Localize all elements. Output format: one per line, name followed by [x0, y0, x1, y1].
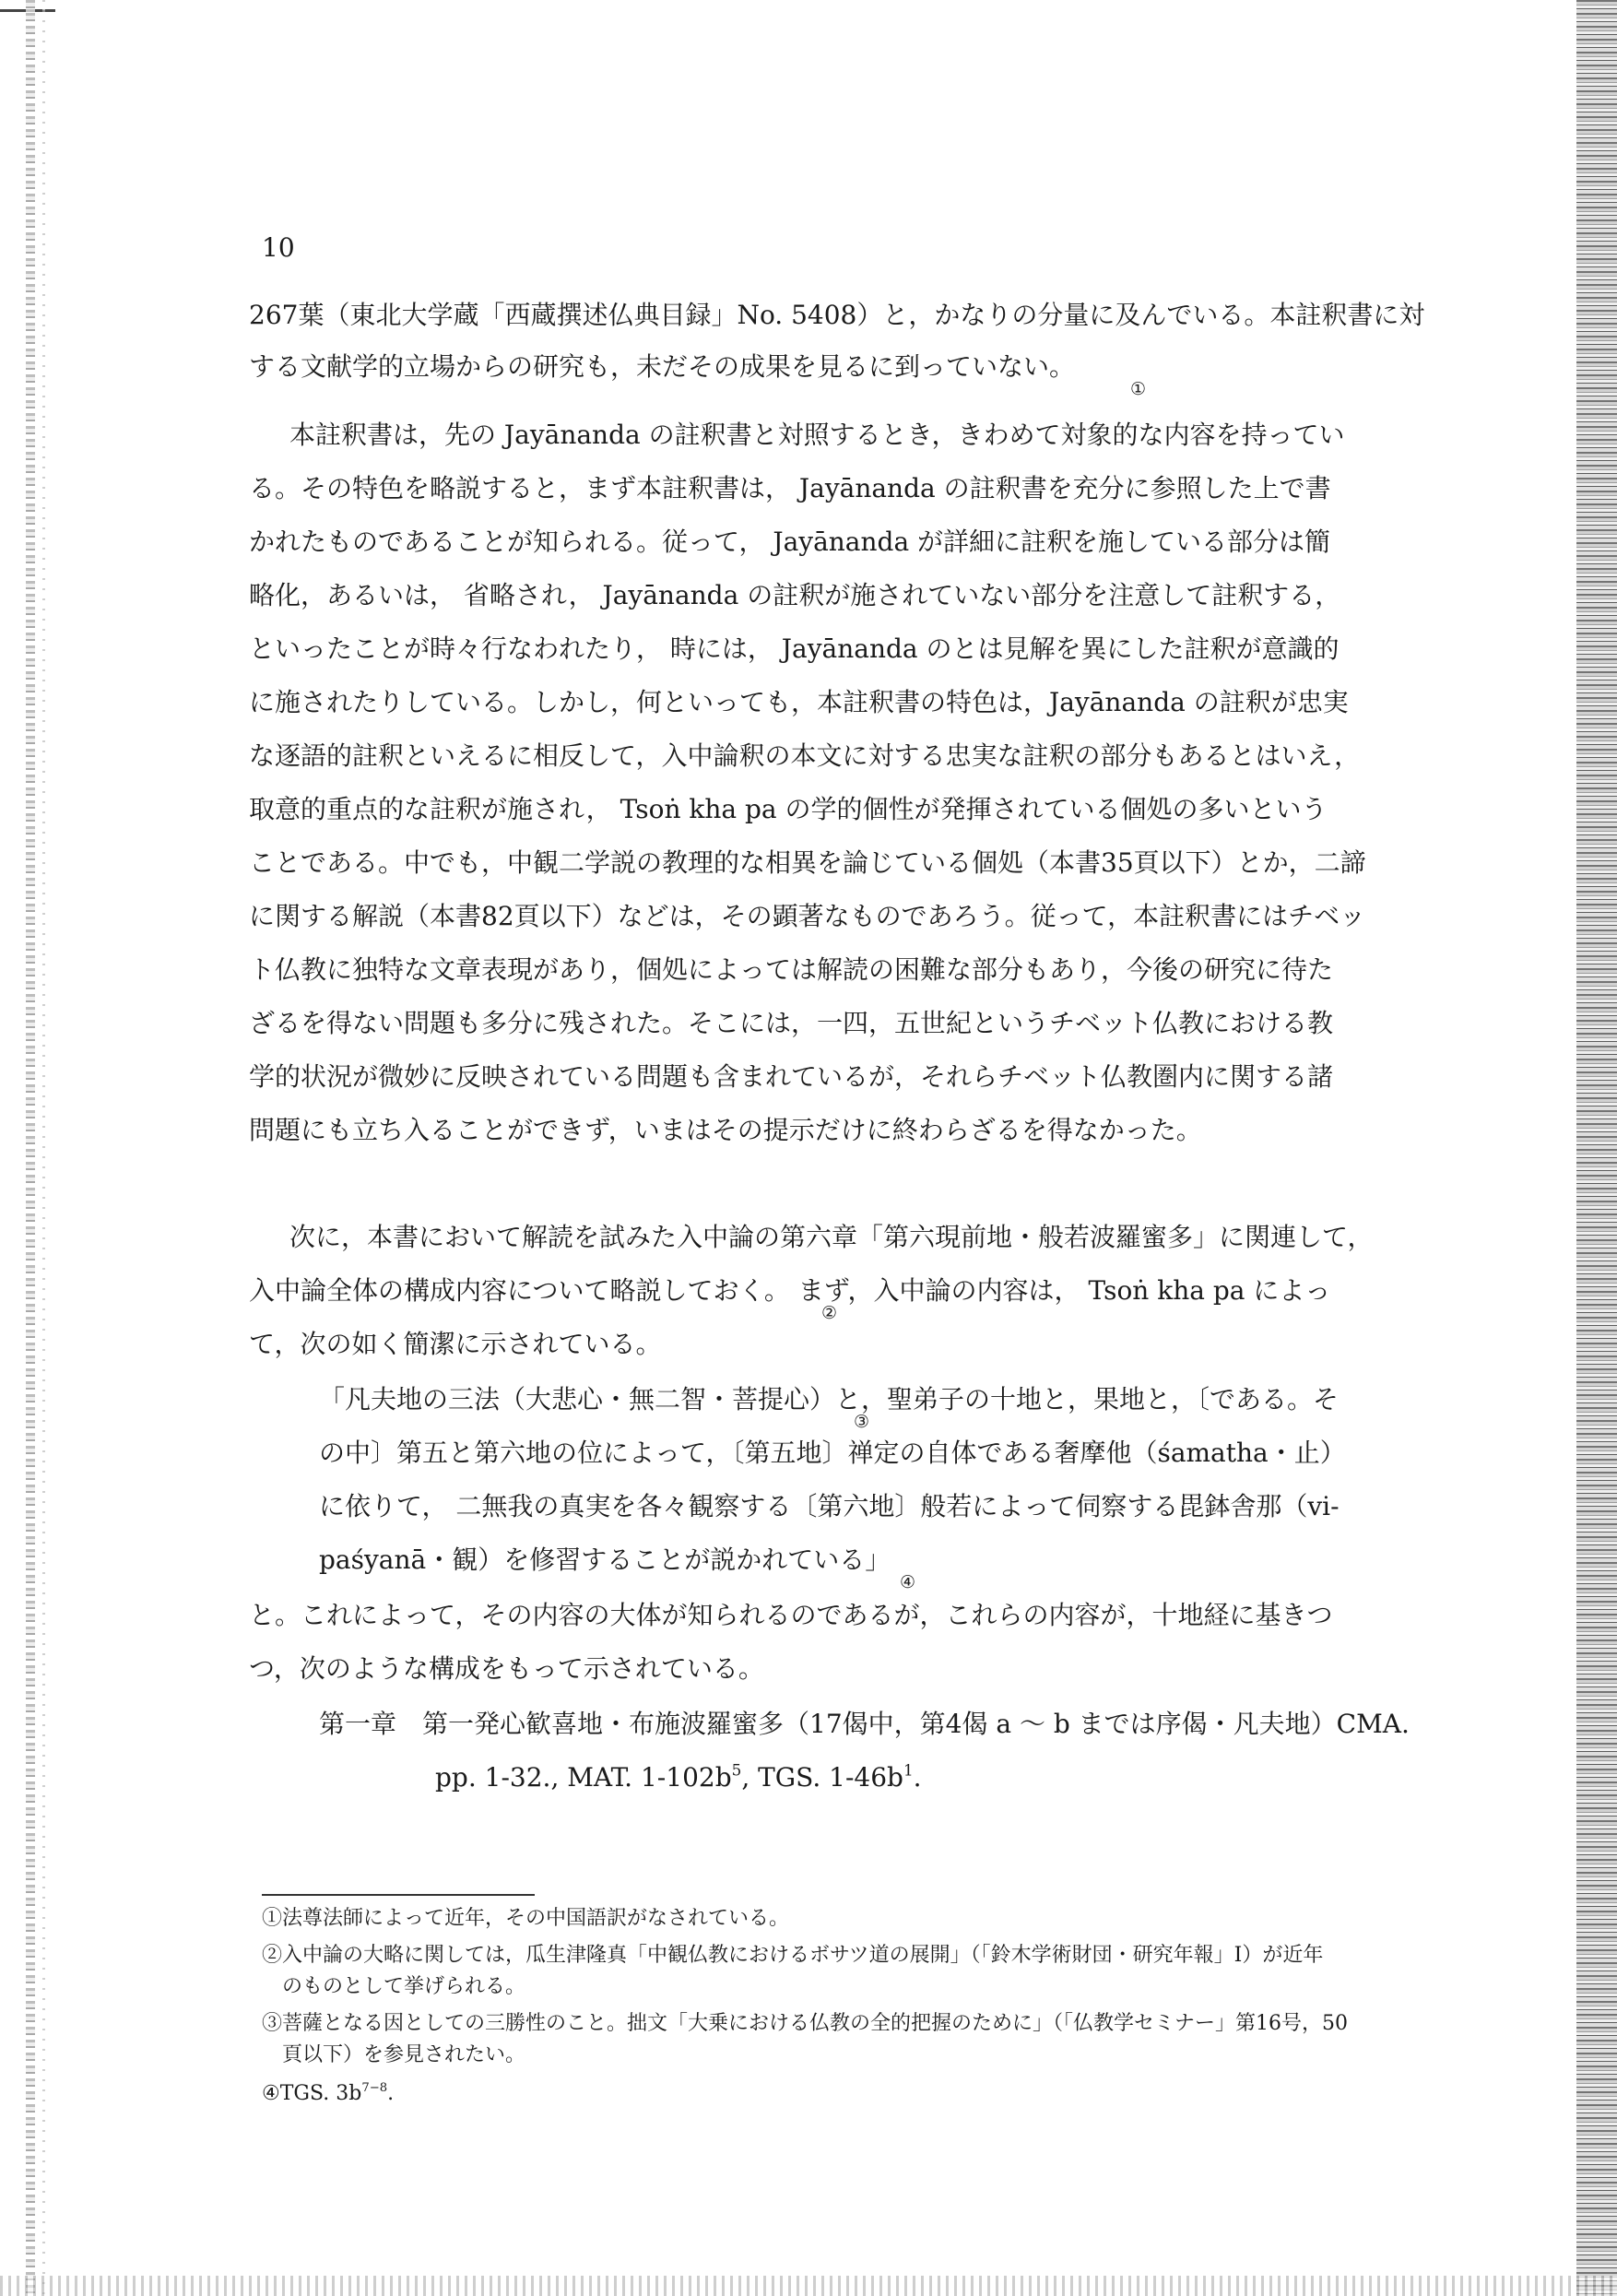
paragraph2-line: かれたものであることが知られる。従って， Jayānanda が詳細に註釈を施している部分は簡 — [249, 527, 1331, 557]
quote-line: に依りて， 二無我の真実を各々観察する〔第六地〕般若によって伺察する毘鉢舎那（vi- — [319, 1491, 1340, 1521]
quote-line: の中〕第五と第六地の位によって，〔第五地〕禅定の自体である奢摩他（śamatha・止） — [319, 1438, 1346, 1468]
paragraph2-line: 本註釈書は，先の Jayānanda の註釈書と対照するとき，きわめて対象的な内容を持ってい — [289, 420, 1345, 450]
paragraph1-line: 267葉（東北大学蔵「西蔵撰述仏典目録」No. 5408）と，かなりの分量に及んでいる。本註釈書に対 — [249, 300, 1425, 330]
paragraph2-line: に関する解説（本書82頁以下）などは，その顕著なものであろう。従って，本註釈書にはチベッ — [249, 901, 1366, 931]
paragraph2-line: 取意的重点的な註釈が施され， Tsoṅ kha pa の学的個性が発揮されている個処の多いという — [249, 794, 1328, 824]
scan-edge-left — [26, 0, 35, 2296]
paragraph3-line: 次に，本書において解読を試みた入中論の第六章「第六現前地・般若波羅蜜多」に関連して， — [289, 1222, 1374, 1252]
paragraph2-line: 問題にも立ち入ることができず，いまはその提示だけに終わらざるを得なかった。 — [249, 1115, 1202, 1145]
paragraph2-line: な逐語的註釈といえるに相反して，入中論釈の本文に対する忠実な註釈の部分もあるとはいえ， — [249, 740, 1361, 771]
paragraph4-line: つ，次のような構成をもって示されている。 — [249, 1653, 764, 1684]
footnote-2-line1: ②入中論の大略に関しては，瓜生津隆真「中観仏教におけるボサツ道の展開」（「鈴木学術財団・研究年報」Ⅰ）が近年 — [262, 1944, 1324, 1967]
footnote-3-line1: ③菩薩となる因としての三勝性のこと。拙文「大乗における仏教の全的把握のために」（「仏教学セミナー」第16号，50 — [262, 2012, 1348, 2035]
note-mark-1: ① — [1130, 379, 1147, 399]
footnote-4-sup: 7−8 — [361, 2080, 388, 2095]
paragraph1-line: する文献学的立場からの研究も，未だその成果を見るに到っていない。 — [249, 351, 1076, 382]
paragraph2-line: 学的状況が微妙に反映されている問題も含まれているが，それらチベット仏教圏内に関する諸 — [249, 1061, 1334, 1092]
scan-edge-bottom — [0, 2276, 1617, 2296]
scan-edge-right — [1576, 0, 1617, 2296]
footnote-2-line2: のものとして挙げられる。 — [282, 1975, 526, 1998]
footnote-rule — [262, 1894, 535, 1896]
paragraph2-line: ことである。中でも，中観二学説の教理的な相異を論じている個処（本書35頁以下）とか，二諦 — [249, 847, 1366, 878]
chapter1-title: 第一発心歓喜地・布施波羅蜜多（17偈中，第4偈 a ～ b までは序偈・凡夫地）CMA. — [422, 1709, 1410, 1739]
paragraph2-line: に施されたりしている。しかし，何といっても，本註釈書の特色は，Jayānanda の註釈が忠実 — [249, 687, 1349, 717]
note-mark-4: ④ — [900, 1572, 916, 1592]
paragraph2-line: ト仏教に独特な文章表現があり，個処によっては解読の困難な部分もあり，今後の研究に待た — [249, 954, 1334, 985]
footnote-4 — [262, 2080, 394, 2108]
chapter1-ref-end: . — [913, 1762, 922, 1793]
quote-line: paśyanā・観）を修習することが説かれている」 — [319, 1544, 891, 1575]
paragraph3-line: 入中論全体の構成内容について略説しておく。 まず，入中論の内容は， Tsoṅ kha pa によっ — [249, 1275, 1331, 1306]
chapter1-refs — [435, 1759, 922, 1796]
chapter1-ref-prefix: pp. 1-32., MAT. 1-102b — [435, 1762, 732, 1793]
footnote-3-line2: 頁以下）を参見されたい。 — [282, 2043, 526, 2066]
footnote-4-prefix: ④TGS. 3b — [262, 2082, 362, 2105]
paragraph2-line: ざるを得ない問題も多分に残された。そこには，一四，五世紀というチベット仏教における教 — [249, 1008, 1334, 1038]
footnote-1: ①法尊法師によって近年，その中国語訳がなされている。 — [262, 1907, 790, 1930]
chapter1-ref-middle: , TGS. 1-46b — [741, 1762, 903, 1793]
paragraph2-line: 略化，あるいは， 省略され， Jayānanda の註釈が施されていない部分を注意して註釈する， — [249, 580, 1341, 610]
paragraph2-line: る。その特色を略説すると，まず本註釈書は， Jayānanda の註釈書を充分に参照した上で書 — [249, 473, 1331, 503]
scan-edge-left-inner — [42, 0, 45, 2296]
paragraph2-line: といったことが時々行なわれたり， 時には， Jayānanda のとは見解を異にした註釈が意識的 — [249, 633, 1340, 664]
footnote-4-end: . — [387, 2082, 395, 2105]
paragraph3-line: て，次の如く簡潔に示されている。 — [249, 1329, 662, 1359]
chapter1-ref-sup2: 1 — [903, 1760, 914, 1780]
note-mark-3: ③ — [854, 1412, 870, 1432]
note-mark-2: ② — [821, 1303, 838, 1323]
paragraph4-line: と。これによって，その内容の大体が知られるのであるが，これらの内容が，十地経に基きつ — [249, 1600, 1333, 1630]
page-number: 10 — [262, 232, 295, 263]
quote-line: 「凡夫地の三法（大悲心・無二智・菩提心）と，聖弟子の十地と，果地と，〔である。そ — [319, 1384, 1340, 1414]
chapter1-label: 第一章 — [319, 1709, 397, 1739]
chapter1-ref-sup1: 5 — [731, 1760, 742, 1780]
